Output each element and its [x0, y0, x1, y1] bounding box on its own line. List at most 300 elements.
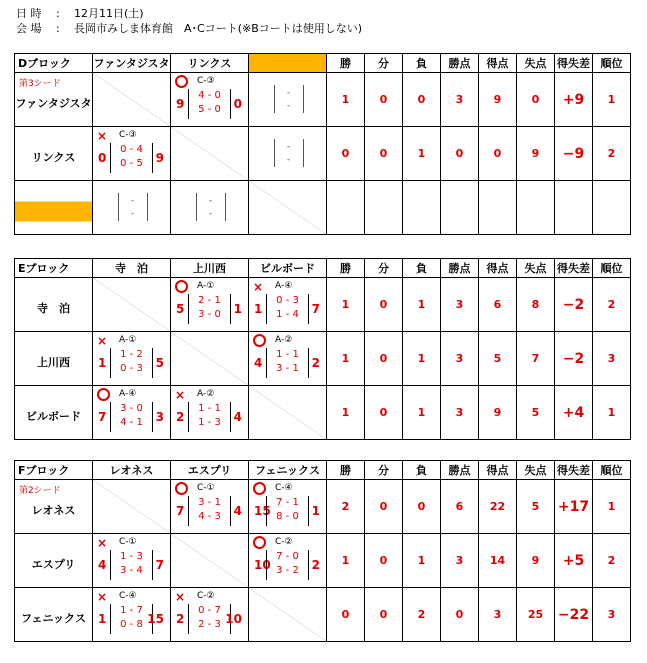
match-result: [249, 480, 326, 533]
stat-value: 0: [365, 278, 403, 332]
stat-value: 2: [593, 534, 631, 588]
match-code: C-④: [275, 483, 293, 493]
stat-value: 22: [479, 480, 517, 534]
match-result: [171, 386, 248, 439]
stat-value: 3: [479, 588, 517, 642]
first-half-score: 0 - 4: [120, 144, 143, 155]
lose-cross-icon: ×: [97, 129, 108, 143]
stat-value: [327, 181, 365, 235]
score-left: 1: [254, 302, 263, 316]
empty-bracket: [274, 85, 304, 113]
score-right: 10: [225, 612, 242, 626]
lose-cross-icon: ×: [175, 388, 186, 402]
stat-value: 1: [403, 534, 441, 588]
empty-bracket: [196, 193, 226, 221]
block-title: Fブロック: [15, 461, 93, 480]
first-half-score: 1 - 3: [120, 551, 143, 562]
stat-value: 14: [479, 534, 517, 588]
match-code: C-②: [197, 591, 215, 601]
match-result: [171, 278, 248, 331]
team-name: フェニックス: [21, 611, 86, 625]
second-half-score: 8 - 0: [276, 511, 299, 522]
stat-header: 失点: [517, 259, 555, 278]
stat-value: 1: [593, 480, 631, 534]
stat-value: 0: [327, 588, 365, 642]
team-name: レオネス: [31, 503, 76, 517]
second-half-score: 4 - 3: [198, 511, 221, 522]
half-score-bracket: [266, 348, 309, 378]
diagonal-line: [249, 386, 326, 439]
team-row: [15, 73, 631, 127]
score-left: 2: [176, 612, 185, 626]
stat-value: 0: [517, 73, 555, 127]
colon: :: [56, 22, 60, 35]
half-score-bracket: [110, 348, 153, 378]
stat-value: +17: [555, 480, 593, 534]
stat-value: 1: [327, 534, 365, 588]
stat-value: 3: [441, 534, 479, 588]
stat-header: 勝点: [441, 259, 479, 278]
stat-value: 0: [441, 127, 479, 181]
stat-value: 1: [327, 386, 365, 440]
stat-value: 2: [327, 480, 365, 534]
match-result: [93, 332, 170, 385]
half-score-bracket: [266, 550, 309, 580]
first-half-score: 0 - 3: [276, 295, 299, 306]
stat-value: 8: [517, 278, 555, 332]
half-score-bracket: [110, 402, 153, 432]
empty-match-cell: [171, 181, 249, 235]
stat-value: 0: [441, 588, 479, 642]
win-circle-icon: [253, 536, 266, 552]
empty-half: -: [130, 196, 135, 206]
column-team-header: ファンタジスタ: [93, 54, 171, 73]
first-half-score: 0 - 7: [198, 605, 221, 616]
second-half-score: 3 - 1: [276, 363, 299, 374]
second-half-score: 3 - 2: [276, 565, 299, 576]
empty-half: -: [286, 142, 291, 152]
stat-value: +5: [555, 534, 593, 588]
stat-header: 順位: [593, 259, 631, 278]
match-cell: [171, 480, 249, 534]
match-result: [93, 386, 170, 439]
team-row: [15, 534, 631, 588]
match-code: C-③: [197, 76, 215, 86]
stat-value: 3: [593, 588, 631, 642]
win-circle-icon: [175, 482, 188, 498]
stat-header: 勝: [327, 461, 365, 480]
venue-value: 長岡市みしま体育館 A･Cコート(※Bコートは使用しない): [74, 22, 363, 35]
stat-header: 得失差: [555, 259, 593, 278]
stat-header: 得点: [479, 259, 517, 278]
stat-header: 失点: [517, 54, 555, 73]
first-half-score: 1 - 2: [120, 349, 143, 360]
stat-value: 7: [517, 332, 555, 386]
lose-cross-icon: ×: [97, 536, 108, 550]
score-right: 4: [233, 410, 242, 424]
stat-value: −2: [555, 332, 593, 386]
match-cell: [93, 332, 171, 386]
stat-header: 順位: [593, 461, 631, 480]
score-right: 5: [155, 356, 164, 370]
team-name: ビルボード: [26, 409, 81, 423]
empty-match-cell: [249, 73, 327, 127]
stat-value: 1: [327, 278, 365, 332]
stat-value: [479, 181, 517, 235]
match-result: [171, 73, 248, 126]
stat-value: 0: [365, 534, 403, 588]
empty-half: -: [130, 209, 135, 219]
stat-value: 6: [441, 480, 479, 534]
diagonal-line: [249, 181, 326, 234]
stat-value: 2: [593, 278, 631, 332]
second-half-score: 0 - 8: [120, 619, 143, 630]
team-name: 寺 泊: [37, 301, 70, 315]
stat-header: 負: [403, 54, 441, 73]
date-value: 12月11日(土): [74, 7, 144, 20]
match-result: [171, 480, 248, 533]
match-result: [249, 278, 326, 331]
stat-value: −2: [555, 278, 593, 332]
match-code: C-①: [197, 483, 215, 493]
match-code: C-②: [275, 537, 293, 547]
diagonal-line: [93, 73, 170, 126]
match-cell: [249, 534, 327, 588]
second-half-score: 3 - 4: [120, 565, 143, 576]
stat-value: −22: [555, 588, 593, 642]
score-right: 7: [155, 558, 164, 572]
stat-value: 1: [403, 278, 441, 332]
stat-value: 1: [403, 386, 441, 440]
stat-header: 得点: [479, 54, 517, 73]
empty-half: -: [286, 101, 291, 111]
block-table-f: [14, 460, 631, 642]
stat-value: 1: [403, 127, 441, 181]
score-right: 1: [311, 504, 320, 518]
match-result: [93, 588, 170, 641]
empty-half: -: [286, 155, 291, 165]
score-right: 0: [233, 97, 242, 111]
win-circle-icon: [253, 334, 266, 350]
score-left: 9: [176, 97, 185, 111]
diagonal-line: [171, 127, 248, 180]
stat-header: 勝: [327, 259, 365, 278]
stat-header: 失点: [517, 461, 555, 480]
empty-match-cell: [249, 127, 327, 181]
second-half-score: 1 - 3: [198, 417, 221, 428]
score-left: 4: [254, 356, 263, 370]
score-left: 2: [176, 410, 185, 424]
date-label: 日 時: [16, 7, 42, 20]
stat-value: 1: [403, 332, 441, 386]
match-code: A-②: [275, 335, 293, 345]
score-left: 5: [176, 302, 185, 316]
match-cell: [93, 534, 171, 588]
stat-header: 得点: [479, 461, 517, 480]
stat-value: 9: [517, 534, 555, 588]
empty-bracket: [118, 193, 148, 221]
block-table-d: [14, 53, 631, 235]
self-match-cell: [171, 332, 249, 386]
score-right: 15: [147, 612, 164, 626]
stat-value: 0: [403, 480, 441, 534]
stat-value: 5: [517, 480, 555, 534]
match-result: [93, 534, 170, 587]
stat-value: 3: [441, 278, 479, 332]
match-cell: [171, 278, 249, 332]
team-row: [15, 480, 631, 534]
stat-value: 9: [479, 73, 517, 127]
stat-value: 1: [327, 332, 365, 386]
stat-value: [593, 181, 631, 235]
stat-header: 順位: [593, 54, 631, 73]
match-code: A-④: [275, 281, 293, 291]
score-right: 2: [311, 356, 320, 370]
stat-header: 分: [365, 259, 403, 278]
empty-match-cell: [93, 181, 171, 235]
stat-value: 3: [441, 73, 479, 127]
stat-value: 2: [403, 588, 441, 642]
stat-header: 負: [403, 259, 441, 278]
score-left: 1: [98, 612, 107, 626]
match-cell: [93, 386, 171, 440]
event-info: [16, 6, 362, 36]
match-cell: [171, 73, 249, 127]
match-cell: [249, 332, 327, 386]
half-score-bracket: [188, 496, 231, 526]
stat-value: 0: [479, 127, 517, 181]
lose-cross-icon: ×: [253, 280, 264, 294]
stat-value: 0: [403, 73, 441, 127]
stat-header: 得失差: [555, 461, 593, 480]
team-name: リンクス: [31, 150, 76, 164]
stat-value: 1: [593, 386, 631, 440]
empty-half: -: [208, 196, 213, 206]
stat-value: −9: [555, 127, 593, 181]
stat-value: +4: [555, 386, 593, 440]
team-name-cell: [15, 127, 93, 181]
score-right: 4: [233, 504, 242, 518]
match-code: A-②: [197, 389, 215, 399]
match-result: [93, 127, 170, 180]
stat-value: 0: [365, 127, 403, 181]
stat-header: 得失差: [555, 54, 593, 73]
stat-value: 0: [365, 73, 403, 127]
score-right: 3: [155, 410, 164, 424]
self-match-cell: [93, 480, 171, 534]
empty-bracket: [274, 139, 304, 167]
half-score-bracket: [188, 402, 231, 432]
stat-header: 分: [365, 54, 403, 73]
stat-value: [517, 181, 555, 235]
score-left: 0: [98, 151, 107, 165]
self-match-cell: [93, 73, 171, 127]
team-name-cell: [15, 181, 93, 235]
team-name: 上川西: [37, 355, 70, 369]
half-score-bracket: [188, 294, 231, 324]
team-name-cell: [15, 588, 93, 642]
first-half-score: 3 - 1: [198, 497, 221, 508]
diagonal-line: [171, 534, 248, 587]
match-result: [249, 534, 326, 587]
column-team-header: 寺 泊: [93, 259, 171, 278]
match-cell: [171, 386, 249, 440]
column-team-header: レオネス: [93, 461, 171, 480]
team-row: [15, 127, 631, 181]
team-row: [15, 181, 631, 235]
team-name-cell: [15, 386, 93, 440]
score-left: 4: [98, 558, 107, 572]
first-half-score: 1 - 1: [198, 403, 221, 414]
stat-value: 0: [365, 480, 403, 534]
team-name-cell: [15, 480, 93, 534]
score-left: 10: [254, 558, 271, 572]
match-code: A-①: [119, 335, 137, 345]
lose-cross-icon: ×: [97, 334, 108, 348]
stat-value: 5: [517, 386, 555, 440]
score-right: 9: [155, 151, 164, 165]
colon: :: [56, 7, 60, 20]
block-table-e: [14, 258, 631, 440]
score-left: 1: [98, 356, 107, 370]
stat-header: 勝点: [441, 461, 479, 480]
team-row: [15, 278, 631, 332]
second-half-score: 0 - 3: [120, 363, 143, 374]
match-cell: [171, 588, 249, 642]
match-code: C-③: [119, 130, 137, 140]
stat-header: 勝点: [441, 54, 479, 73]
stat-value: 6: [479, 278, 517, 332]
stat-value: 9: [517, 127, 555, 181]
diagonal-line: [171, 332, 248, 385]
stat-value: 5: [479, 332, 517, 386]
self-match-cell: [249, 181, 327, 235]
first-half-score: 7 - 0: [276, 551, 299, 562]
match-cell: [93, 127, 171, 181]
match-code: C-④: [119, 591, 137, 601]
column-team-header: [249, 54, 327, 73]
seed-label: 第2シード: [19, 486, 61, 496]
half-score-bracket: [110, 550, 153, 580]
half-score-bracket: [266, 294, 309, 324]
half-score-bracket: [266, 496, 309, 526]
stat-value: 0: [365, 588, 403, 642]
match-code: C-①: [119, 537, 137, 547]
first-half-score: 1 - 1: [276, 349, 299, 360]
lose-cross-icon: ×: [97, 590, 108, 604]
seed-label: 第3シード: [19, 79, 61, 89]
score-right: 7: [311, 302, 320, 316]
stat-value: 2: [593, 127, 631, 181]
column-team-header: フェニックス: [249, 461, 327, 480]
stat-value: 0: [327, 127, 365, 181]
stat-value: +9: [555, 73, 593, 127]
match-code: A-④: [119, 389, 137, 399]
empty-half: -: [286, 88, 291, 98]
stat-header: 分: [365, 461, 403, 480]
second-half-score: 4 - 1: [120, 417, 143, 428]
match-result: [171, 588, 248, 641]
stat-value: 3: [441, 386, 479, 440]
score-left: 15: [254, 504, 271, 518]
first-half-score: 7 - 1: [276, 497, 299, 508]
stat-value: [403, 181, 441, 235]
stat-value: 3: [441, 332, 479, 386]
stat-header: 負: [403, 461, 441, 480]
self-match-cell: [93, 278, 171, 332]
first-half-score: 3 - 0: [120, 403, 143, 414]
self-match-cell: [171, 127, 249, 181]
team-name-cell: [15, 73, 93, 127]
second-half-score: 0 - 5: [120, 158, 143, 169]
diagonal-line: [249, 588, 326, 641]
team-row: [15, 588, 631, 642]
score-right: 2: [311, 558, 320, 572]
match-code: A-①: [197, 281, 215, 291]
lose-cross-icon: ×: [175, 590, 186, 604]
block-title: Eブロック: [15, 259, 93, 278]
block-title: Dブロック: [15, 54, 93, 73]
win-circle-icon: [175, 280, 188, 296]
stat-value: 0: [365, 332, 403, 386]
self-match-cell: [249, 386, 327, 440]
win-circle-icon: [175, 75, 188, 91]
match-cell: [93, 588, 171, 642]
win-circle-icon: [97, 388, 110, 404]
self-match-cell: [249, 588, 327, 642]
team-name-cell: [15, 534, 93, 588]
self-match-cell: [171, 534, 249, 588]
diagonal-line: [93, 278, 170, 331]
match-cell: [249, 480, 327, 534]
stat-value: [555, 181, 593, 235]
team-name-cell: [15, 278, 93, 332]
stat-value: 3: [593, 332, 631, 386]
stat-value: 25: [517, 588, 555, 642]
second-half-score: 5 - 0: [198, 104, 221, 115]
team-row: [15, 386, 631, 440]
column-team-header: エスプリ: [171, 461, 249, 480]
stat-value: [441, 181, 479, 235]
match-result: [249, 332, 326, 385]
column-team-header: ビルボード: [249, 259, 327, 278]
half-score-bracket: [110, 143, 153, 173]
score-right: 1: [233, 302, 242, 316]
stat-header: 勝: [327, 54, 365, 73]
stat-value: 9: [479, 386, 517, 440]
team-name-cell: [15, 332, 93, 386]
second-half-score: 2 - 3: [198, 619, 221, 630]
diagonal-line: [93, 480, 170, 533]
win-circle-icon: [253, 482, 266, 498]
stat-value: 1: [327, 73, 365, 127]
first-half-score: 2 - 1: [198, 295, 221, 306]
match-cell: [249, 278, 327, 332]
empty-half: -: [208, 209, 213, 219]
second-half-score: 1 - 4: [276, 309, 299, 320]
score-left: 7: [176, 504, 185, 518]
venue-label: 会 場: [16, 22, 42, 35]
team-row: [15, 332, 631, 386]
first-half-score: 4 - 0: [198, 90, 221, 101]
second-half-score: 3 - 0: [198, 309, 221, 320]
stat-value: 1: [593, 73, 631, 127]
half-score-bracket: [188, 89, 231, 119]
column-team-header: 上川西: [171, 259, 249, 278]
stat-value: 0: [365, 386, 403, 440]
score-left: 7: [98, 410, 107, 424]
stat-value: [365, 181, 403, 235]
